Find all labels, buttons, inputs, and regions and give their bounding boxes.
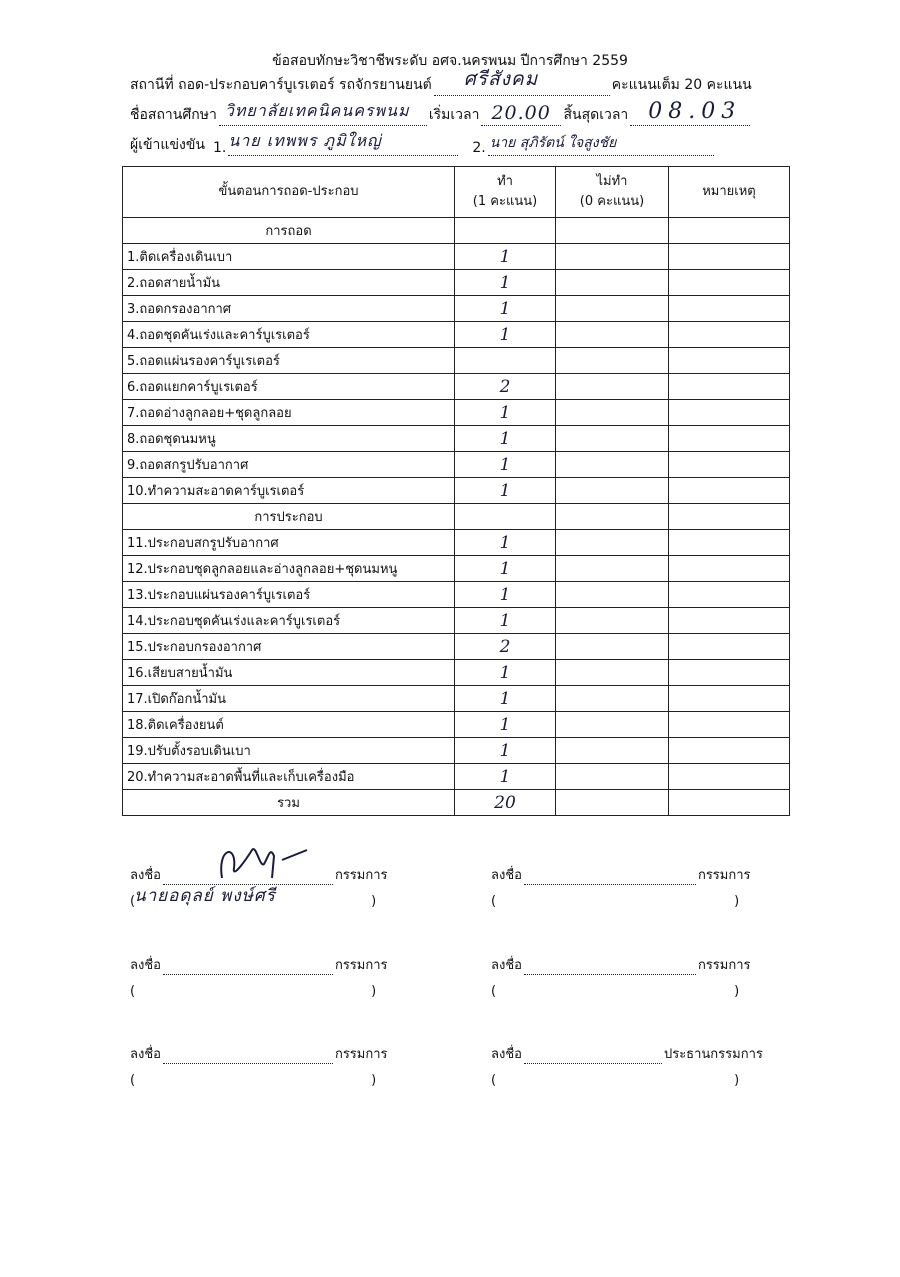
section-row-disassembly: [123, 218, 790, 244]
paren-close: ): [734, 894, 740, 909]
step-cell: 11.ประกอบสกรูปรับอากาศ: [123, 530, 455, 556]
name-line-2: [491, 894, 739, 909]
station-field[interactable]: [434, 68, 610, 96]
paren-close: ): [734, 1073, 740, 1088]
step-cell: 4.ถอดชุดคันเร่งและคาร์บูเรเตอร์: [123, 322, 455, 348]
paren-close: ): [371, 1073, 377, 1088]
not-do-cell[interactable]: [556, 530, 669, 556]
step-cell: 6.ถอดแยกคาร์บูเรเตอร์: [123, 374, 455, 400]
table-row: [123, 608, 790, 634]
not-do-cell[interactable]: [556, 270, 669, 296]
total-label: รวม: [123, 790, 455, 816]
not-do-cell[interactable]: [556, 452, 669, 478]
total-score[interactable]: 20: [455, 790, 556, 816]
score-cell[interactable]: 1: [455, 764, 556, 790]
remark-cell[interactable]: [669, 244, 790, 270]
paren-open: (: [130, 894, 136, 909]
signature-line-5: [130, 1043, 388, 1064]
remark-cell[interactable]: [669, 634, 790, 660]
end-field[interactable]: [630, 99, 750, 126]
signature-field-3[interactable]: [163, 960, 333, 975]
competitor1-number: 1.: [213, 140, 227, 156]
step-cell: 8.ถอดชุดนมหนู: [123, 426, 455, 452]
score-cell[interactable]: 1: [455, 478, 556, 504]
not-do-cell[interactable]: [556, 686, 669, 712]
score-cell[interactable]: 1: [455, 322, 556, 348]
competitor1-field[interactable]: [228, 131, 458, 156]
full-score-label: คะแนนเต็ม 20 คะแนน: [611, 77, 752, 93]
table-row: [123, 634, 790, 660]
score-cell[interactable]: 1: [455, 530, 556, 556]
table-row: [123, 270, 790, 296]
remark-cell[interactable]: [669, 738, 790, 764]
not-do-cell[interactable]: [556, 712, 669, 738]
remark-cell[interactable]: [669, 556, 790, 582]
remark-cell[interactable]: [669, 790, 790, 816]
paren-close: ): [371, 894, 377, 909]
remark-cell[interactable]: [669, 322, 790, 348]
name-line-4: [491, 984, 739, 999]
table-row: [123, 426, 790, 452]
competitor-label: ผู้เข้าแข่งขัน: [130, 137, 205, 153]
score-cell[interactable]: 1: [455, 400, 556, 426]
score-cell[interactable]: 1: [455, 426, 556, 452]
signature-field-2[interactable]: [524, 870, 696, 885]
committee-label: กรรมการ: [334, 1047, 388, 1062]
score-cell[interactable]: 1: [455, 452, 556, 478]
remark-cell[interactable]: [669, 660, 790, 686]
signature-field-4[interactable]: [524, 960, 696, 975]
table-body: [123, 218, 790, 816]
signature-scribble-icon: [212, 838, 312, 888]
committee-label: กรรมการ: [334, 958, 388, 973]
score-cell[interactable]: 1: [455, 686, 556, 712]
column-header-not-do: [556, 167, 669, 218]
not-do-cell[interactable]: [556, 478, 669, 504]
signature-field-chairman[interactable]: [524, 1049, 662, 1064]
competitor2-handwritten: นาย สุภิรัตน์ ใจสูงชัย: [489, 135, 617, 151]
step-cell: 15.ประกอบกรองอากาศ: [123, 634, 455, 660]
school-label: ชื่อสถานศึกษา: [130, 107, 217, 123]
score-cell[interactable]: 1: [455, 244, 556, 270]
table-row: [123, 322, 790, 348]
committee-label: กรรมการ: [697, 958, 751, 973]
remark-cell[interactable]: [669, 686, 790, 712]
score-cell[interactable]: 1: [455, 738, 556, 764]
table-row: [123, 452, 790, 478]
remark-cell[interactable]: [669, 296, 790, 322]
signer1-handwritten: นายอดุลย์ พงษ์ศรี: [134, 886, 276, 906]
empty-cell: [455, 218, 556, 244]
signature-field-5[interactable]: [163, 1049, 333, 1064]
column-header-step: ขั้นตอนการถอด-ประกอบ: [123, 167, 455, 218]
step-cell: 10.ทำความสะอาดคาร์บูเรเตอร์: [123, 478, 455, 504]
start-label: เริ่มเวลา: [428, 107, 480, 123]
table-row: [123, 296, 790, 322]
remark-cell[interactable]: [669, 608, 790, 634]
table-row: [123, 244, 790, 270]
remark-cell[interactable]: [669, 348, 790, 374]
score-cell[interactable]: 1: [455, 270, 556, 296]
score-cell[interactable]: 1: [455, 296, 556, 322]
not-do-cell[interactable]: [556, 634, 669, 660]
sign-label: ลงชื่อ: [130, 958, 161, 973]
column-header-remark: หมายเหตุ: [669, 167, 790, 218]
name-line-3: [130, 984, 376, 999]
table-row: [123, 530, 790, 556]
name-line-1: [130, 886, 377, 909]
empty-cell: [455, 504, 556, 530]
not-do-cell[interactable]: [556, 296, 669, 322]
school-handwritten: วิทยาลัยเทคนิคนครพนม: [224, 101, 410, 120]
section-title-assembly: การประกอบ: [123, 504, 455, 530]
empty-cell: [556, 218, 669, 244]
table-row: [123, 374, 790, 400]
end-label: สิ้นสุดเวลา: [563, 107, 629, 123]
empty-cell: [669, 218, 790, 244]
score-cell[interactable]: 1: [455, 660, 556, 686]
score-cell[interactable]: 2: [455, 634, 556, 660]
remark-cell[interactable]: [669, 530, 790, 556]
table-row: [123, 400, 790, 426]
table-row: [123, 686, 790, 712]
end-handwritten: 08.03: [648, 99, 742, 124]
signature-line-3: [130, 954, 388, 975]
competitor2-field[interactable]: [488, 135, 714, 156]
table-row: [123, 582, 790, 608]
sign-label: ลงชื่อ: [491, 1047, 522, 1062]
chairman-label: ประธานกรรมการ: [663, 1047, 763, 1062]
score-cell[interactable]: 1: [455, 608, 556, 634]
column-header-do-line2: (1 คะแนน): [472, 194, 538, 209]
not-do-cell[interactable]: [556, 374, 669, 400]
not-do-cell[interactable]: [556, 348, 669, 374]
section-title-disassembly: การถอด: [123, 218, 455, 244]
remark-cell[interactable]: [669, 478, 790, 504]
table-row: [123, 348, 790, 374]
station-line: [130, 68, 752, 96]
remark-cell[interactable]: [669, 400, 790, 426]
step-cell: 16.เสียบสายน้ำมัน: [123, 660, 455, 686]
sign-label: ลงชื่อ: [130, 868, 161, 883]
paren-open: (: [491, 1073, 497, 1088]
remark-cell[interactable]: [669, 270, 790, 296]
column-header-not-do-line1: ไม่ทำ: [596, 174, 628, 189]
paren-open: (: [130, 1073, 136, 1088]
table-row: [123, 738, 790, 764]
competitor-line: [130, 131, 716, 156]
scoring-table: [122, 166, 790, 816]
column-header-do-line1: ทำ: [497, 174, 513, 189]
school-line: [130, 99, 752, 126]
committee-label: กรรมการ: [697, 868, 751, 883]
document-title: ข้อสอบทักษะวิชาชีพระดับ อศจ.นครพนม ปีการศึกษา 2559: [272, 53, 628, 69]
start-handwritten: 20.00: [491, 102, 551, 124]
remark-cell[interactable]: [669, 452, 790, 478]
start-field[interactable]: [481, 102, 561, 126]
station-label: สถานีที่ ถอด-ประกอบคาร์บูเรเตอร์ รถจักรยานยนต์: [130, 77, 432, 93]
score-cell[interactable]: [455, 348, 556, 374]
not-do-cell[interactable]: [556, 556, 669, 582]
signature-line-4: [491, 954, 751, 975]
not-do-cell[interactable]: [556, 764, 669, 790]
sign-label: ลงชื่อ: [491, 868, 522, 883]
column-header-not-do-line2: (0 คะแนน): [579, 194, 645, 209]
competitor1-handwritten: นาย เทพพร ภูมิใหญ่: [228, 131, 382, 150]
name-line-chairman: [491, 1073, 739, 1088]
score-cell[interactable]: 1: [455, 582, 556, 608]
paren-open: (: [130, 984, 136, 999]
not-do-cell[interactable]: [556, 660, 669, 686]
table-row: [123, 478, 790, 504]
step-cell: 2.ถอดสายน้ำมัน: [123, 270, 455, 296]
not-do-cell[interactable]: [556, 426, 669, 452]
column-header-do: [455, 167, 556, 218]
table-row: [123, 660, 790, 686]
step-cell: 17.เปิดก๊อกน้ำมัน: [123, 686, 455, 712]
remark-cell[interactable]: [669, 582, 790, 608]
score-cell[interactable]: 1: [455, 556, 556, 582]
step-cell: 9.ถอดสกรูปรับอากาศ: [123, 452, 455, 478]
score-cell[interactable]: 2: [455, 374, 556, 400]
paren-open: (: [491, 984, 497, 999]
table-header-row: [123, 167, 790, 218]
not-do-cell[interactable]: [556, 400, 669, 426]
step-cell: 19.ปรับตั้งรอบเดินเบา: [123, 738, 455, 764]
step-cell: 7.ถอดอ่างลูกลอย+ชุดลูกลอย: [123, 400, 455, 426]
score-cell[interactable]: 1: [455, 712, 556, 738]
signature-line-2: [491, 864, 751, 885]
school-field[interactable]: [219, 101, 427, 126]
empty-cell: [556, 504, 669, 530]
step-cell: 1.ติดเครื่องเดินเบา: [123, 244, 455, 270]
step-cell: 3.ถอดกรองอากาศ: [123, 296, 455, 322]
paren-open: (: [491, 894, 497, 909]
not-do-cell[interactable]: [556, 738, 669, 764]
competitor2-number: 2.: [472, 140, 486, 156]
sign-label: ลงชื่อ: [130, 1047, 161, 1062]
remark-cell[interactable]: [669, 764, 790, 790]
empty-cell: [669, 504, 790, 530]
not-do-cell[interactable]: [556, 608, 669, 634]
not-do-cell[interactable]: [556, 244, 669, 270]
table-row: [123, 712, 790, 738]
sign-label: ลงชื่อ: [491, 958, 522, 973]
remark-cell[interactable]: [669, 426, 790, 452]
paren-close: ): [371, 984, 377, 999]
step-cell: 20.ทำความสะอาดพื้นที่และเก็บเครื่องมือ: [123, 764, 455, 790]
signature-line-chairman: [491, 1043, 763, 1064]
table-row: [123, 764, 790, 790]
not-do-cell[interactable]: [556, 322, 669, 348]
table-row: [123, 556, 790, 582]
committee-label: กรรมการ: [334, 868, 388, 883]
not-do-cell[interactable]: [556, 582, 669, 608]
step-cell: 13.ประกอบแผ่นรองคาร์บูเรเตอร์: [123, 582, 455, 608]
total-row: [123, 790, 790, 816]
step-cell: 5.ถอดแผ่นรองคาร์บูเรเตอร์: [123, 348, 455, 374]
paren-close: ): [734, 984, 740, 999]
not-do-cell[interactable]: [556, 790, 669, 816]
name-line-5: [130, 1073, 376, 1088]
remark-cell[interactable]: [669, 374, 790, 400]
step-cell: 12.ประกอบชุดลูกลอยและอ่างลูกลอย+ชุดนมหนู: [123, 556, 455, 582]
step-cell: 18.ติดเครื่องยนต์: [123, 712, 455, 738]
station-handwritten: ศรีสังคม: [463, 68, 539, 90]
section-row-assembly: [123, 504, 790, 530]
remark-cell[interactable]: [669, 712, 790, 738]
step-cell: 14.ประกอบชุดคันเร่งและคาร์บูเรเตอร์: [123, 608, 455, 634]
